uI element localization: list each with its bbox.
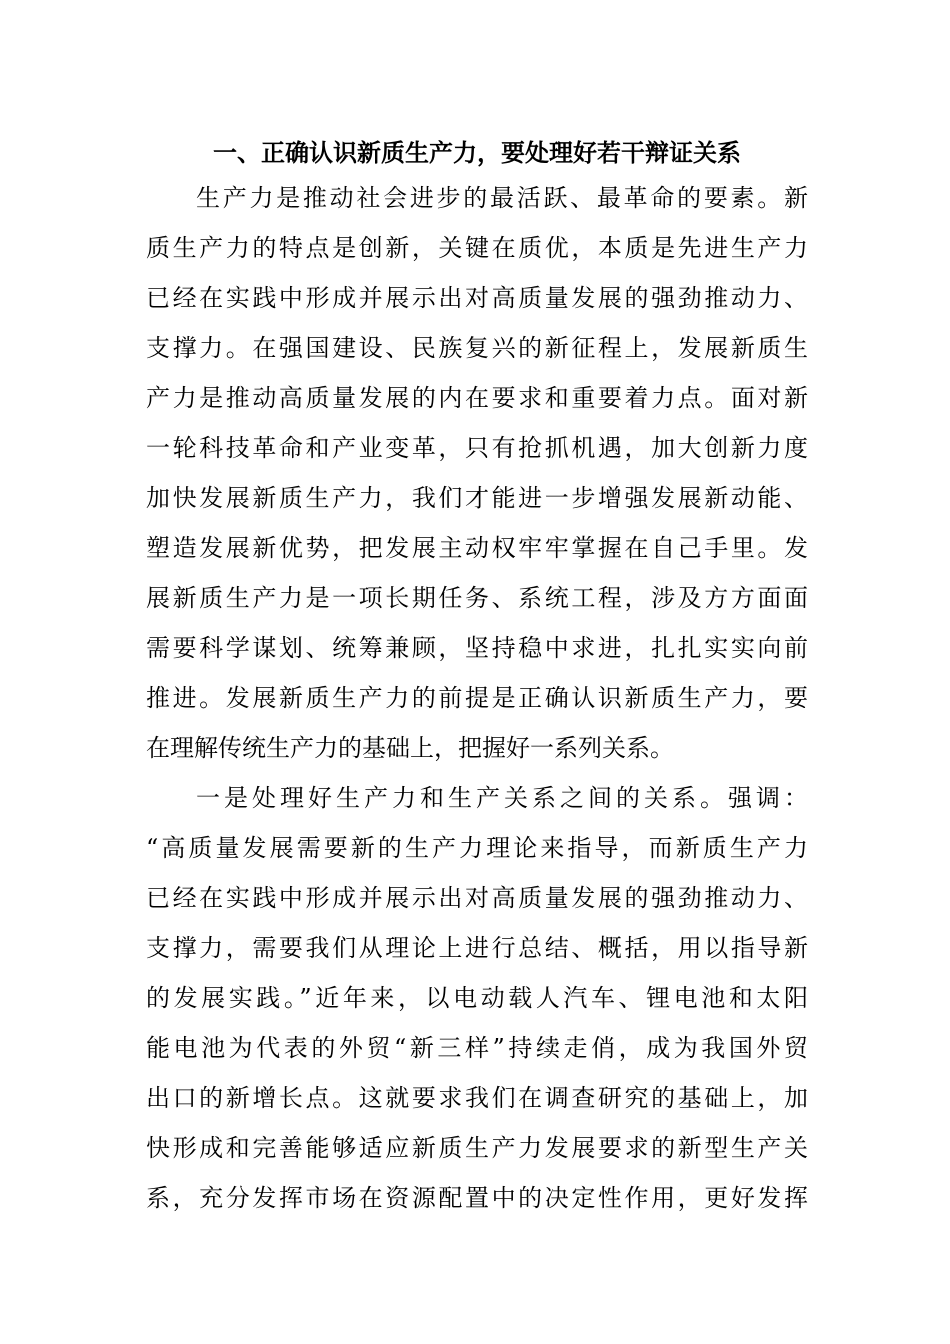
text-line: 在理解传统生产力的基础上，把握好一系列关系。 (146, 734, 674, 762)
text-line: 支撑力。在强国建设、民族复兴的新征程上，发展新质生 (146, 334, 808, 362)
text-line: 质生产力的特点是创新，关键在质优，本质是先进生产力 (146, 234, 808, 262)
text-line: 推进。发展新质生产力的前提是正确认识新质生产力，要 (146, 684, 808, 712)
text-line: 一是处理好生产力和生产关系之间的关系。强调： (196, 784, 808, 812)
text-line: 系，充分发挥市场在资源配置中的决定性作用，更好发挥 (146, 1184, 808, 1212)
text-line: 塑造发展新优势，把发展主动权牢牢掌握在自己手里。发 (146, 534, 808, 562)
text-line: 已经在实践中形成并展示出对高质量发展的强劲推动力、 (146, 884, 808, 912)
text-line: 的发展实践。”近年来，以电动载人汽车、锂电池和太阳 (146, 984, 808, 1012)
text-line: 出口的新增长点。这就要求我们在调查研究的基础上，加 (146, 1084, 808, 1112)
text-line: 加快发展新质生产力，我们才能进一步增强发展新动能、 (146, 484, 808, 512)
text-line: “高质量发展需要新的生产力理论来指导，而新质生产力 (146, 834, 808, 862)
text-line: 已经在实践中形成并展示出对高质量发展的强劲推动力、 (146, 284, 808, 312)
text-line: 需要科学谋划、统筹兼顾，坚持稳中求进，扎扎实实向前 (146, 634, 808, 662)
text-line: 生产力是推动社会进步的最活跃、最革命的要素。新 (196, 184, 808, 212)
text-line: 展新质生产力是一项长期任务、系统工程，涉及方方面面 (146, 584, 808, 612)
text-line: 产力是推动高质量发展的内在要求和重要着力点。面对新 (146, 384, 808, 412)
text-line: 支撑力，需要我们从理论上进行总结、概括，用以指导新 (146, 934, 808, 962)
text-line: 能电池为代表的外贸“新三样”持续走俏，成为我国外贸 (146, 1034, 808, 1062)
text-line: 快形成和完善能够适应新质生产力发展要求的新型生产关 (146, 1134, 808, 1162)
section-heading: 一、正确认识新质生产力，要处理好若干辩证关系 (213, 139, 741, 167)
text-line: 一轮科技革命和产业变革，只有抢抓机遇，加大创新力度 (146, 434, 808, 462)
